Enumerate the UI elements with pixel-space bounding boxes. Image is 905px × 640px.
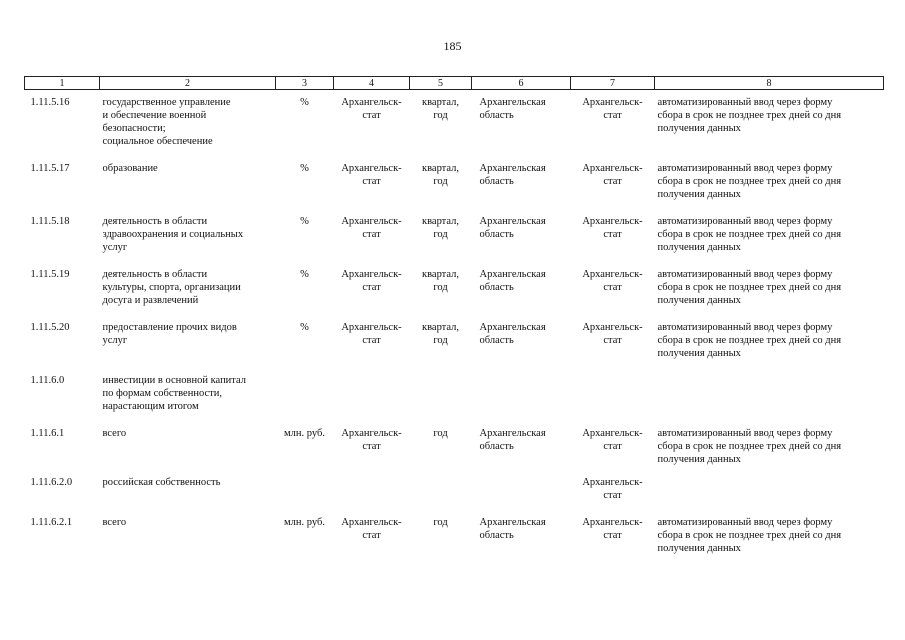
- cell-line: стат: [603, 490, 622, 501]
- method-cell: [655, 466, 884, 502]
- territory-cell: [472, 466, 571, 502]
- territory-cell: [472, 307, 571, 360]
- code-cell: 1.11.5.17: [30, 163, 70, 174]
- unit-cell: %: [300, 163, 309, 174]
- indicator-name-cell: [100, 413, 276, 466]
- table-row: [25, 307, 884, 360]
- column-header: 2: [100, 77, 276, 90]
- cell-line: квартал,: [421, 163, 460, 174]
- cell-line: получения данных: [657, 454, 741, 465]
- cell-line: Архангельск-: [582, 97, 643, 108]
- cell-line: Архангельская: [479, 163, 546, 174]
- table-row: [25, 201, 884, 254]
- unit-cell: %: [300, 269, 309, 280]
- responsible-cell: [571, 148, 655, 201]
- responsible-cell: [571, 307, 655, 360]
- cell-line: сбора в срок не позднее трех дней со дня: [657, 229, 842, 240]
- cell-line: Архангельск-: [341, 428, 402, 439]
- cell-line: Архангельск-: [341, 163, 402, 174]
- cell-line: автоматизированный ввод через форму: [657, 428, 833, 439]
- period-cell: [410, 466, 472, 502]
- responsible-cell: [571, 201, 655, 254]
- cell-line: стат: [603, 176, 622, 187]
- source-cell: [334, 413, 410, 466]
- unit-cell: %: [300, 216, 309, 227]
- cell-line: Архангельская: [479, 517, 546, 528]
- cell-line: Архангельск-: [582, 163, 643, 174]
- period-cell: [410, 502, 472, 555]
- unit-cell: %: [300, 97, 309, 108]
- cell-line: сбора в срок не позднее трех дней со дня: [657, 176, 842, 187]
- cell-line: год: [433, 110, 448, 121]
- cell-line: Архангельская: [479, 269, 546, 280]
- cell-line: Архангельск-: [582, 322, 643, 333]
- territory-cell: [472, 254, 571, 307]
- indicator-name-cell: [100, 466, 276, 502]
- cell-line: здравоохранения и социальных: [102, 229, 244, 240]
- cell-line: стат: [362, 110, 381, 121]
- cell-line: область: [479, 335, 514, 346]
- cell-line: стат: [603, 530, 622, 541]
- cell-line: предоставление прочих видов: [102, 322, 237, 333]
- cell-line: автоматизированный ввод через форму: [657, 322, 833, 333]
- cell-line: получения данных: [657, 189, 741, 200]
- territory-cell: [472, 360, 571, 413]
- cell-line: получения данных: [657, 543, 741, 554]
- code-cell: 1.11.5.20: [30, 322, 70, 333]
- source-cell: [334, 254, 410, 307]
- cell-line: область: [479, 176, 514, 187]
- cell-line: всего: [102, 428, 127, 439]
- cell-line: Архангельская: [479, 216, 546, 227]
- cell-line: Архангельск-: [341, 216, 402, 227]
- cell-line: услуг: [102, 335, 128, 346]
- cell-line: сбора в срок не позднее трех дней со дня: [657, 335, 842, 346]
- cell-line: инвестиции в основной капитал: [102, 375, 247, 386]
- cell-line: стат: [603, 335, 622, 346]
- cell-line: сбора в срок не позднее трех дней со дня: [657, 110, 842, 121]
- territory-cell: [472, 148, 571, 201]
- cell-line: Архангельская: [479, 97, 546, 108]
- indicators-table: [24, 76, 884, 555]
- method-cell: [655, 307, 884, 360]
- cell-line: Архангельск-: [341, 517, 402, 528]
- indicator-name-cell: [100, 148, 276, 201]
- responsible-cell: [571, 413, 655, 466]
- cell-line: автоматизированный ввод через форму: [657, 97, 833, 108]
- cell-line: Архангельск-: [582, 428, 643, 439]
- unit-cell: [276, 360, 334, 413]
- unit-cell: %: [300, 322, 309, 333]
- column-header: 4: [334, 77, 410, 90]
- cell-line: Архангельск-: [341, 269, 402, 280]
- responsible-cell: [571, 254, 655, 307]
- cell-line: государственное управление: [102, 97, 231, 108]
- cell-line: социальное обеспечение: [102, 136, 213, 147]
- source-cell: [334, 201, 410, 254]
- cell-line: автоматизированный ввод через форму: [657, 269, 833, 280]
- cell-line: год: [433, 176, 448, 187]
- indicator-name-cell: [100, 90, 276, 149]
- cell-line: квартал,: [421, 322, 460, 333]
- responsible-cell: [571, 466, 655, 502]
- cell-line: деятельность в области: [102, 269, 208, 280]
- cell-line: сбора в срок не позднее трех дней со дня: [657, 441, 842, 452]
- method-cell: [655, 413, 884, 466]
- method-cell: [655, 360, 884, 413]
- cell-line: сбора в срок не позднее трех дней со дня: [657, 282, 842, 293]
- cell-line: область: [479, 530, 514, 541]
- period-cell: [410, 360, 472, 413]
- period-cell: [410, 90, 472, 149]
- cell-line: год: [433, 282, 448, 293]
- indicator-name-cell: [100, 502, 276, 555]
- table-row: [25, 413, 884, 466]
- cell-line: область: [479, 282, 514, 293]
- source-cell: [334, 90, 410, 149]
- method-cell: [655, 201, 884, 254]
- table-header: [25, 77, 884, 90]
- cell-line: квартал,: [421, 216, 460, 227]
- table-row: [25, 90, 884, 149]
- method-cell: [655, 254, 884, 307]
- column-header: 1: [25, 77, 100, 90]
- cell-line: квартал,: [421, 97, 460, 108]
- responsible-cell: [571, 502, 655, 555]
- cell-line: российская собственность: [102, 477, 221, 488]
- code-cell: 1.11.6.2.0: [30, 477, 73, 488]
- indicator-name-cell: [100, 201, 276, 254]
- code-cell: 1.11.6.0: [30, 375, 65, 386]
- cell-line: автоматизированный ввод через форму: [657, 216, 833, 227]
- cell-line: год: [433, 517, 448, 528]
- cell-line: Архангельск-: [582, 269, 643, 280]
- cell-line: Архангельск-: [341, 97, 402, 108]
- table-body: [25, 90, 884, 556]
- cell-line: нарастающим итогом: [102, 401, 199, 412]
- cell-line: услуг: [102, 242, 128, 253]
- column-header: 8: [655, 77, 884, 90]
- cell-line: получения данных: [657, 123, 741, 134]
- responsible-cell: [571, 90, 655, 149]
- cell-line: стат: [603, 441, 622, 452]
- cell-line: Архангельск-: [582, 216, 643, 227]
- table-row: [25, 148, 884, 201]
- cell-line: и обеспечение военной: [102, 110, 207, 121]
- cell-line: год: [433, 335, 448, 346]
- cell-line: Архангельск-: [582, 517, 643, 528]
- table-row: [25, 466, 884, 502]
- cell-line: Архангельская: [479, 428, 546, 439]
- cell-line: год: [433, 229, 448, 240]
- cell-line: стат: [603, 282, 622, 293]
- responsible-cell: [571, 360, 655, 413]
- cell-line: безопасности;: [102, 123, 166, 134]
- source-cell: [334, 502, 410, 555]
- unit-cell: [276, 466, 334, 502]
- code-cell: 1.11.6.2.1: [30, 517, 73, 528]
- cell-line: стат: [362, 441, 381, 452]
- method-cell: [655, 90, 884, 149]
- cell-line: образование: [102, 163, 158, 174]
- table-row: [25, 254, 884, 307]
- code-cell: 1.11.6.1: [30, 428, 65, 439]
- cell-line: стат: [362, 530, 381, 541]
- table-row: [25, 360, 884, 413]
- code-cell: 1.11.5.16: [30, 97, 70, 108]
- cell-line: стат: [362, 176, 381, 187]
- column-header: 6: [472, 77, 571, 90]
- cell-line: автоматизированный ввод через форму: [657, 517, 833, 528]
- cell-line: по формам собственности,: [102, 388, 222, 399]
- cell-line: область: [479, 110, 514, 121]
- column-header: 3: [276, 77, 334, 90]
- territory-cell: [472, 90, 571, 149]
- indicator-name-cell: [100, 254, 276, 307]
- cell-line: год: [433, 428, 448, 439]
- period-cell: [410, 148, 472, 201]
- territory-cell: [472, 413, 571, 466]
- territory-cell: [472, 201, 571, 254]
- table-row: [25, 502, 884, 555]
- code-cell: 1.11.5.18: [30, 216, 70, 227]
- cell-line: Архангельская: [479, 322, 546, 333]
- period-cell: [410, 201, 472, 254]
- cell-line: область: [479, 441, 514, 452]
- cell-line: получения данных: [657, 348, 741, 359]
- source-cell: [334, 466, 410, 502]
- cell-line: область: [479, 229, 514, 240]
- indicator-name-cell: [100, 360, 276, 413]
- method-cell: [655, 502, 884, 555]
- unit-cell: млн. руб.: [284, 428, 325, 439]
- indicator-name-cell: [100, 307, 276, 360]
- cell-line: стат: [603, 229, 622, 240]
- period-cell: [410, 254, 472, 307]
- column-header: 7: [571, 77, 655, 90]
- cell-line: получения данных: [657, 242, 741, 253]
- cell-line: Архангельск-: [341, 322, 402, 333]
- cell-line: культуры, спорта, организации: [102, 282, 241, 293]
- column-header: 5: [410, 77, 472, 90]
- cell-line: стат: [362, 282, 381, 293]
- source-cell: [334, 148, 410, 201]
- cell-line: всего: [102, 517, 127, 528]
- source-cell: [334, 307, 410, 360]
- cell-line: деятельность в области: [102, 216, 208, 227]
- cell-line: сбора в срок не позднее трех дней со дня: [657, 530, 842, 541]
- cell-line: стат: [362, 335, 381, 346]
- cell-line: Архангельск-: [582, 477, 643, 488]
- period-cell: [410, 307, 472, 360]
- code-cell: 1.11.5.19: [30, 269, 70, 280]
- method-cell: [655, 148, 884, 201]
- cell-line: квартал,: [421, 269, 460, 280]
- cell-line: стат: [362, 229, 381, 240]
- cell-line: получения данных: [657, 295, 741, 306]
- unit-cell: млн. руб.: [284, 517, 325, 528]
- page-number: 185: [443, 39, 462, 53]
- territory-cell: [472, 502, 571, 555]
- cell-line: стат: [603, 110, 622, 121]
- cell-line: автоматизированный ввод через форму: [657, 163, 833, 174]
- cell-line: досуга и развлечений: [102, 295, 199, 306]
- period-cell: [410, 413, 472, 466]
- source-cell: [334, 360, 410, 413]
